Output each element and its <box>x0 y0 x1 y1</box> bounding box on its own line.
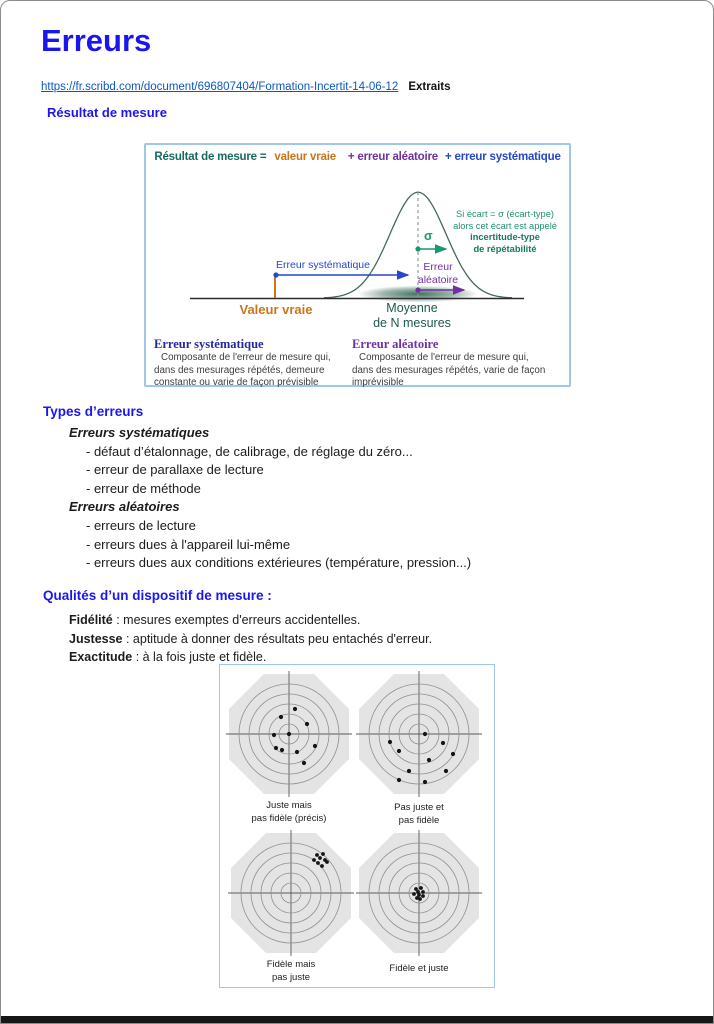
measurement-dot <box>397 778 401 782</box>
quality-item-justesse: Justesse : aptitude à donner des résultats peu entachés d'erreur. <box>69 631 433 646</box>
measurement-dot <box>451 752 455 756</box>
equation <box>146 151 569 163</box>
target-fidele-pas-juste <box>226 828 356 958</box>
figure-targets <box>219 664 495 988</box>
measurement-dot <box>280 748 284 752</box>
section-qualites <box>43 588 432 669</box>
target-pas-juste-pas-fidele <box>354 669 484 799</box>
measurement-dot <box>295 750 299 754</box>
measurement-dot <box>321 852 325 856</box>
measurement-dot <box>318 856 322 860</box>
source-link[interactable]: https://fr.scribd.com/document/696807404/Formation-Incertit-14-06-12 <box>41 81 399 93</box>
target-label: Fidèle mais pas juste <box>266 959 316 983</box>
group-title-systematic: Erreurs systématiques <box>69 425 210 440</box>
random-arrow-label: Erreur aléatoire <box>417 261 459 286</box>
sigma-symbol: σ <box>424 229 433 243</box>
list-item: - erreur de méthode <box>86 480 201 496</box>
measurement-dot <box>418 897 422 901</box>
equation-result: Résultat de mesure = <box>154 151 267 163</box>
measurement-dot <box>388 740 392 744</box>
figure-error-diagram <box>144 143 571 387</box>
quality-item-exactitude: Exactitude : à la fois juste et fidèle. <box>69 650 267 665</box>
measurement-dot <box>421 890 425 894</box>
measurement-dot <box>397 749 401 753</box>
target-label: Fidèle et juste <box>389 963 449 974</box>
list-item: - erreurs dues aux conditions extérieures (température, pression...) <box>86 555 472 571</box>
sigma-note: Si écart = σ (écart-type) alors cet écart est appelé incertitude-type de répétabilité <box>453 209 557 254</box>
measurement-dot <box>423 732 427 736</box>
measurement-dot <box>316 861 320 865</box>
page-title: Erreurs <box>41 23 152 58</box>
page-bottom-edge <box>1 1016 713 1023</box>
mean-label: Moyenne de N mesures <box>373 301 451 330</box>
measurement-dot <box>441 741 445 745</box>
measurement-dot <box>315 853 319 857</box>
definition-systematic: Erreur systématique Composante de l'erreur de mesure qui, dans des mesurages répétés, demeure constante ou varie de façon prévisible <box>154 337 331 389</box>
extraits-label: Extraits <box>408 81 451 93</box>
measurement-dot <box>427 758 431 762</box>
measurement-dot <box>293 707 297 711</box>
equation-systematic-error: + erreur systématique <box>444 151 561 163</box>
list-item: - erreur de parallaxe de lecture <box>86 462 264 478</box>
measurement-dot <box>302 761 306 765</box>
measurement-dot <box>419 886 423 890</box>
source-line <box>41 81 451 93</box>
definition-random: Erreur aléatoire Composante de l'erreur de mesure qui, dans des mesurages répétés, varie de façon imprévisible <box>352 337 546 389</box>
measurement-dot <box>444 769 448 773</box>
measurement-dot <box>320 864 324 868</box>
group-title-random: Erreurs aléatoires <box>69 499 180 515</box>
measurement-dot <box>279 715 283 719</box>
measurement-dot <box>423 780 427 784</box>
list-item: - erreurs dues à l'appareil lui-même <box>86 536 291 552</box>
measurement-dot <box>412 892 416 896</box>
target-juste-pas-fidele <box>224 669 354 799</box>
quality-item-fidelite: Fidélité : mesures exemptes d'erreurs accidentelles. <box>69 613 361 627</box>
equation-true-value: valeur vraie <box>274 151 336 163</box>
measurement-dot <box>274 746 278 750</box>
list-item: - erreurs de lecture <box>86 517 196 533</box>
measurement-dot <box>325 860 329 864</box>
types-heading: Types d’erreurs <box>43 404 144 419</box>
measurement-dot <box>287 732 291 736</box>
target-label: Juste mais pas fidèle (précis) <box>251 800 327 824</box>
measurement-dot <box>312 858 316 862</box>
systematic-arrow-label: Erreur systématique <box>276 259 370 271</box>
qualities-heading: Qualités d’un dispositif de mesure : <box>43 588 272 603</box>
measurement-dot <box>272 733 276 737</box>
equation-random-error: + erreur aléatoire <box>347 151 438 163</box>
target-label: Pas juste et pas fidèle <box>394 802 444 826</box>
target-fidele-et-juste <box>354 828 484 958</box>
measurement-dot <box>305 722 309 726</box>
measurement-dot <box>421 894 425 898</box>
measurement-dot <box>313 744 317 748</box>
true-value-label: Valeur vraie <box>239 302 313 317</box>
section-heading-resultat: Résultat de mesure <box>47 105 167 120</box>
measurement-dot <box>407 769 411 773</box>
section-types-erreurs <box>43 404 471 574</box>
list-item: - défaut d’étalonnage, de calibrage, de réglage du zéro... <box>86 443 413 459</box>
